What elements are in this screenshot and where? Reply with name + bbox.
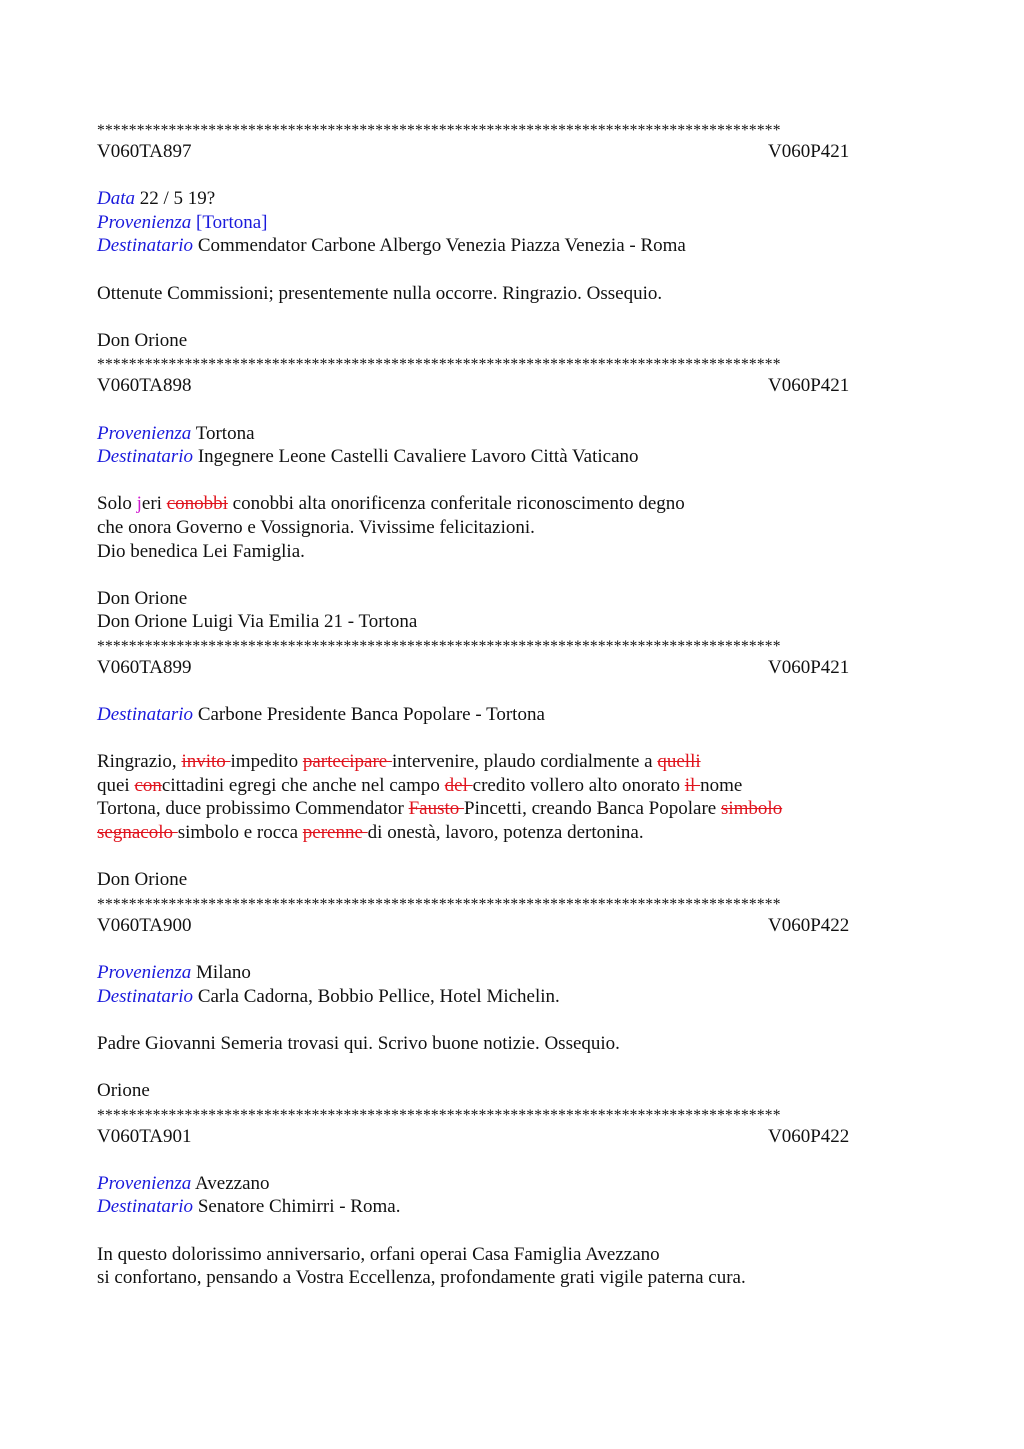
separator: ************************************************************************************** [97, 1106, 781, 1124]
entry-id: V060TA901 [97, 1125, 192, 1147]
body-line [97, 750, 927, 774]
provenienza-line [97, 1172, 927, 1196]
deleted-text: conobbi [166, 493, 228, 515]
date-line [97, 187, 927, 211]
body-line: In questo dolorissimo anniversario, orfani operai Casa Famiglia Avezzano [97, 1243, 660, 1265]
text-segment: impedito [230, 751, 303, 773]
destinatario-line [97, 703, 927, 727]
deleted-text: invito [181, 751, 231, 773]
destinatario-line [97, 1195, 927, 1219]
telegram-entry [97, 892, 927, 1103]
destinatario-value: Commendator Carbone Albergo Venezia Piazza Venezia - Roma [197, 235, 686, 257]
entry-id: V060TA900 [97, 914, 192, 936]
entry-id: V060TA897 [97, 141, 192, 162]
provenienza-line [97, 961, 927, 985]
text-segment: Solo [97, 493, 137, 515]
deleted-text: simbolo [720, 798, 783, 820]
text-segment: Ringrazio, [97, 751, 182, 773]
page-code: V060P421 [768, 375, 850, 397]
provenienza-value: Tortona [195, 422, 255, 444]
entry-header [97, 914, 927, 938]
deleted-text: quelli [657, 751, 701, 773]
date-value: 22 / 5 19? [139, 188, 216, 210]
destinatario-value: Ingegnere Leone Castelli Cavaliere Lavoro Città Vaticano [197, 446, 639, 468]
destinatario-line [97, 985, 927, 1009]
text-segment: Pincetti, creando Banca Popolare [464, 798, 721, 820]
text-segment: di onestà, lavoro, potenza dertonina. [367, 822, 644, 844]
page-code: V060P422 [768, 1125, 850, 1147]
text-segment: quei [97, 774, 135, 796]
body-text: Ottenute Commissioni; presentemente nulla occorre. Ringrazio. Ossequio. [97, 282, 663, 304]
telegram-entry [97, 118, 927, 352]
text-segment: credito vollero alto onorato [472, 774, 685, 796]
text-segment: eri [141, 493, 167, 515]
provenienza-value: Milano [196, 962, 251, 983]
text-segment: intervenire, plaudo cordialmente a [391, 751, 658, 773]
text-segment: conobbi alta onorificenza conferitale riconoscimento degno [227, 493, 685, 515]
text-segment: simbolo e rocca [177, 822, 303, 844]
text-segment: cittadini egregi che anche nel campo [161, 774, 445, 796]
text-segment: nome [700, 774, 743, 796]
entry-header [97, 656, 927, 680]
deleted-text: con [134, 774, 162, 796]
body-line: che onora Governo e Vossignoria. Vivissime felicitazioni. [97, 516, 535, 538]
separator: ************************************************************************************** [97, 122, 781, 139]
sender-address: Don Orione Luigi Via Emilia 21 - Tortona [97, 611, 418, 633]
signature: Don Orione [97, 869, 188, 891]
entry-id: V060TA898 [97, 375, 192, 397]
entry-header [97, 1125, 927, 1149]
label-destinatario: Destinatario [97, 704, 194, 726]
destinatario-value: Carla Cadorna, Bobbio Pellice, Hotel Michelin. [197, 985, 560, 1007]
body-line: Dio benedica Lei Famiglia. [97, 540, 305, 562]
body-line [97, 821, 927, 845]
label-destinatario: Destinatario [97, 985, 194, 1007]
telegram-entry [97, 352, 927, 634]
telegram-entry [97, 634, 927, 892]
deleted-text: partecipare [302, 751, 392, 773]
page-code: V060P421 [768, 141, 850, 162]
destinatario-line [97, 445, 927, 469]
signature: Orione [97, 1079, 150, 1101]
page-code: V060P421 [768, 656, 850, 678]
deleted-text: segnacolo [97, 822, 178, 844]
body-line: si confortano, pensando a Vostra Eccellenza, profondamente grati vigile paterna cura. [97, 1267, 746, 1289]
provenienza-value: [Tortona] [196, 211, 268, 233]
label-provenienza: Provenienza [97, 1172, 192, 1194]
inserted-text: j [136, 493, 142, 515]
destinatario-line [97, 234, 927, 258]
provenienza-line [97, 211, 927, 235]
separator: ************************************************************************************** [97, 637, 781, 655]
deleted-text: del [444, 774, 473, 796]
signature: Don Orione [97, 329, 188, 351]
label-provenienza: Provenienza [97, 211, 192, 233]
body-line [97, 492, 927, 516]
destinatario-value: Senatore Chimirri - Roma. [197, 1196, 401, 1218]
deleted-text: il [684, 774, 701, 796]
provenienza-line [97, 422, 927, 446]
text-segment: Tortona, duce probissimo Commendator [97, 798, 409, 820]
signature: Don Orione [97, 587, 188, 609]
telegram-entry [97, 1103, 927, 1290]
deleted-text: Fausto [408, 798, 465, 820]
label-destinatario: Destinatario [97, 1196, 194, 1218]
label-destinatario: Destinatario [97, 235, 194, 257]
label-data: Data [97, 188, 135, 210]
body-text: Padre Giovanni Semeria trovasi qui. Scrivo buone notizie. Ossequio. [97, 1032, 620, 1054]
document-page [97, 118, 927, 1290]
label-provenienza: Provenienza [97, 962, 192, 983]
provenienza-value: Avezzano [194, 1172, 270, 1194]
destinatario-value: Carbone Presidente Banca Popolare - Tortona [197, 704, 545, 726]
separator: ************************************************************************************** [97, 356, 781, 374]
entry-id: V060TA899 [97, 656, 192, 678]
body-line [97, 797, 927, 821]
label-provenienza: Provenienza [97, 422, 192, 444]
deleted-text: perenne [302, 822, 368, 844]
separator: ************************************************************************************** [97, 895, 781, 913]
label-destinatario: Destinatario [97, 446, 194, 468]
entry-header [97, 140, 927, 164]
entry-header [97, 374, 927, 398]
page-code: V060P422 [768, 914, 850, 936]
body-line [97, 774, 927, 798]
